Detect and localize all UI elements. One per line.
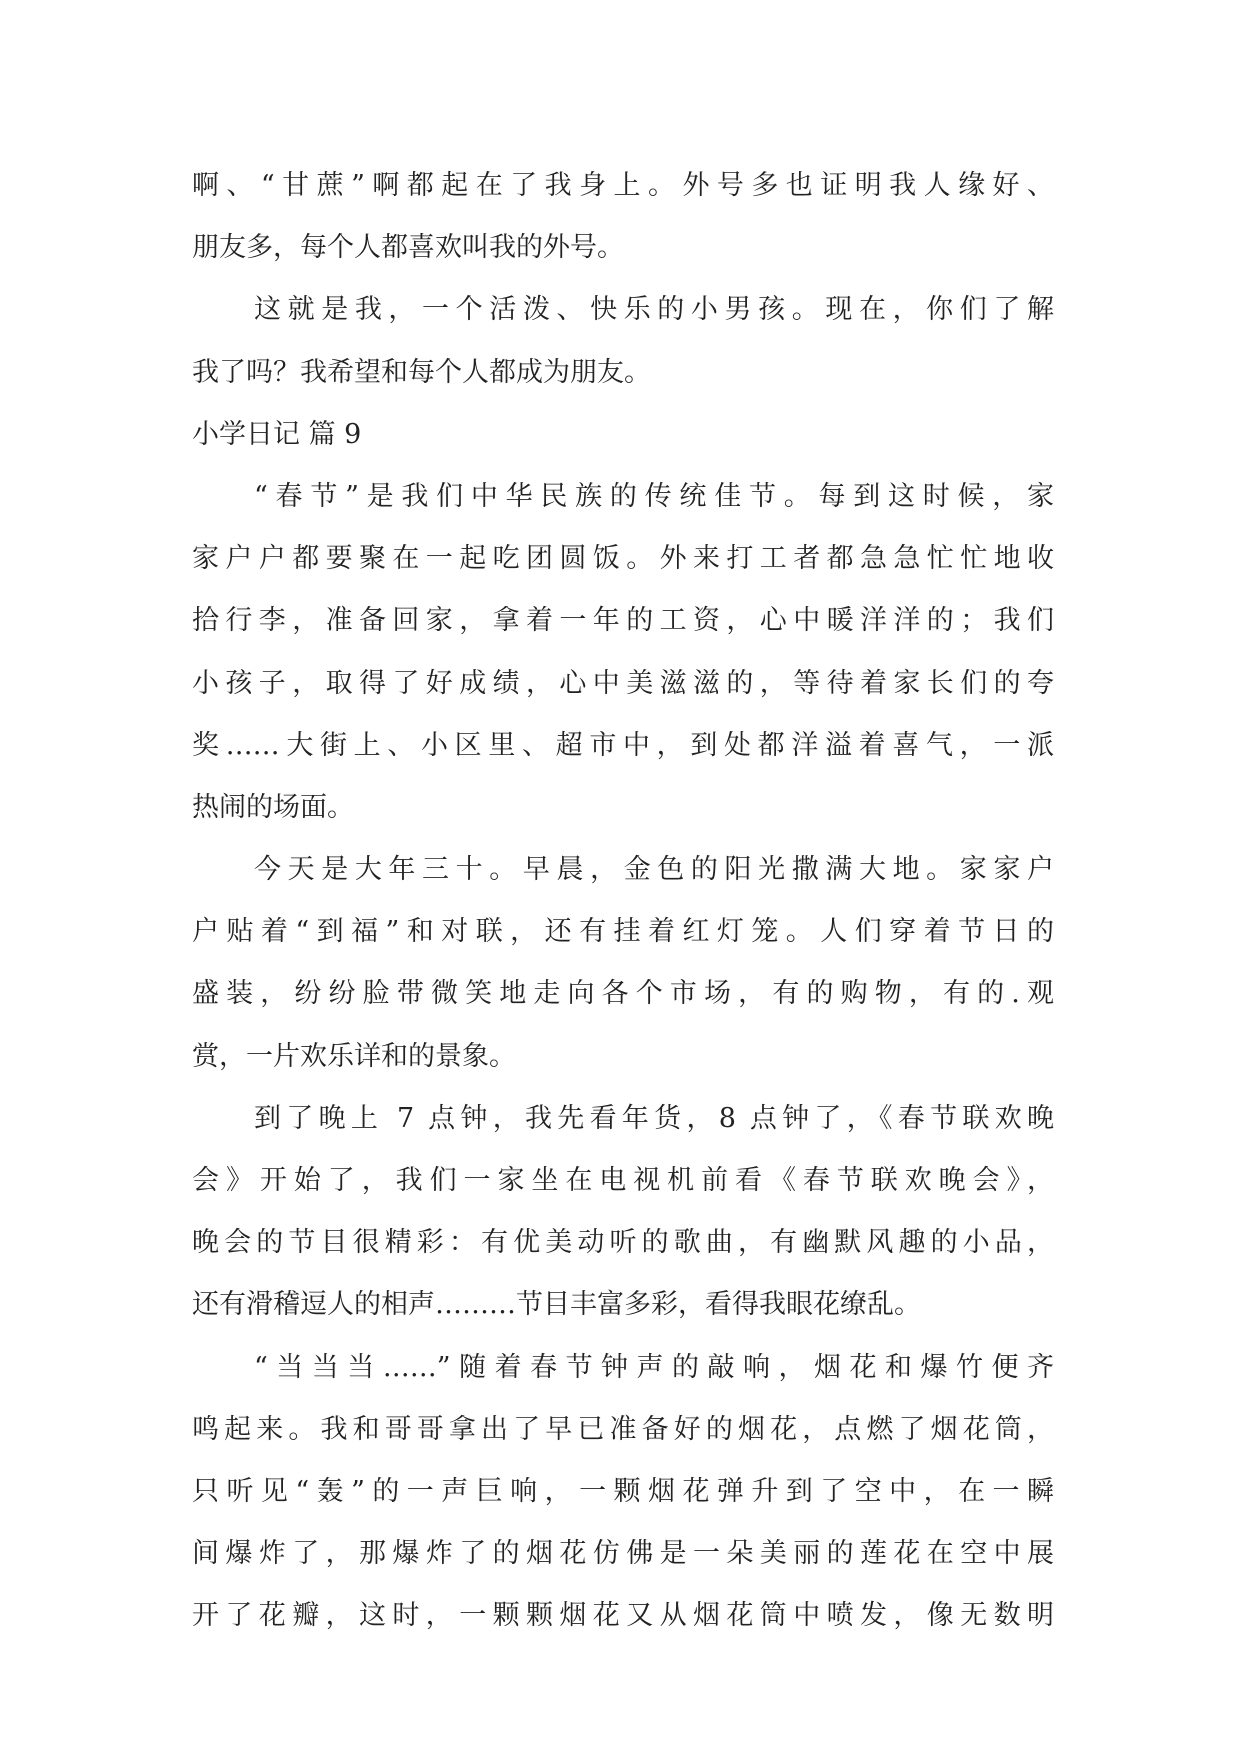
- text-line: 只听见“轰”的一声巨响，一颗烟花弹升到了空中，在一瞬: [192, 1475, 1054, 1507]
- text-line: 盛装，纷纷脸带微笑地走向各个市场，有的购物，有的.观: [192, 978, 1054, 1010]
- text-line: 赏，一片欢乐详和的景象。: [192, 1040, 516, 1072]
- section-heading: 小学日记 篇 9: [192, 418, 362, 450]
- text-line: 拾行李，准备回家，拿着一年的工资，心中暖洋洋的；我们: [192, 605, 1054, 637]
- text-line: 我了吗？我希望和每个人都成为朋友。: [192, 356, 651, 388]
- text-line: 热闹的场面。: [192, 791, 354, 823]
- document-body: [192, 155, 1054, 1648]
- text-line: 户贴着“到福”和对联，还有挂着红灯笼。人们穿着节日的: [192, 916, 1054, 948]
- text-line: 今天是大年三十。早晨，金色的阳光撒满大地。家家户: [254, 854, 1054, 886]
- text-line: “当当当……”随着春节钟声的敲响，烟花和爆竹便齐: [254, 1351, 1054, 1383]
- text-line: 到了晚上 7 点钟，我先看年货，8 点钟了，《春节联欢晚: [254, 1102, 1054, 1134]
- text-line: 开了花瓣，这时，一颗颗烟花又从烟花筒中喷发，像无数明: [192, 1600, 1054, 1632]
- text-line: 家户户都要聚在一起吃团圆饭。外来打工者都急急忙忙地收: [192, 543, 1054, 575]
- text-line: “春节”是我们中华民族的传统佳节。每到这时候，家: [254, 480, 1054, 512]
- text-line: 这就是我，一个活泼、快乐的小男孩。现在，你们了解: [254, 294, 1054, 326]
- text-line: 奖……大街上、小区里、超市中，到处都洋溢着喜气，一派: [192, 729, 1054, 761]
- text-line: 还有滑稽逗人的相声………节目丰富多彩，看得我眼花缭乱。: [192, 1289, 921, 1321]
- text-line: 晚会的节目很精彩：有优美动听的歌曲，有幽默风趣的小品，: [192, 1227, 1054, 1259]
- text-line: 会》开始了，我们一家坐在电视机前看《春节联欢晚会》，: [192, 1165, 1054, 1196]
- text-line: 啊、“甘蔗”啊都起在了我身上。外号多也证明我人缘好、: [192, 170, 1054, 201]
- text-line: 小孩子，取得了好成绩，心中美滋滋的，等待着家长们的夸: [192, 667, 1054, 699]
- text-line: 鸣起来。我和哥哥拿出了早已准备好的烟花，点燃了烟花筒，: [192, 1413, 1054, 1445]
- text-line: 间爆炸了，那爆炸了的烟花仿佛是一朵美丽的莲花在空中展: [192, 1538, 1054, 1570]
- text-line: 朋友多，每个人都喜欢叫我的外号。: [192, 232, 624, 264]
